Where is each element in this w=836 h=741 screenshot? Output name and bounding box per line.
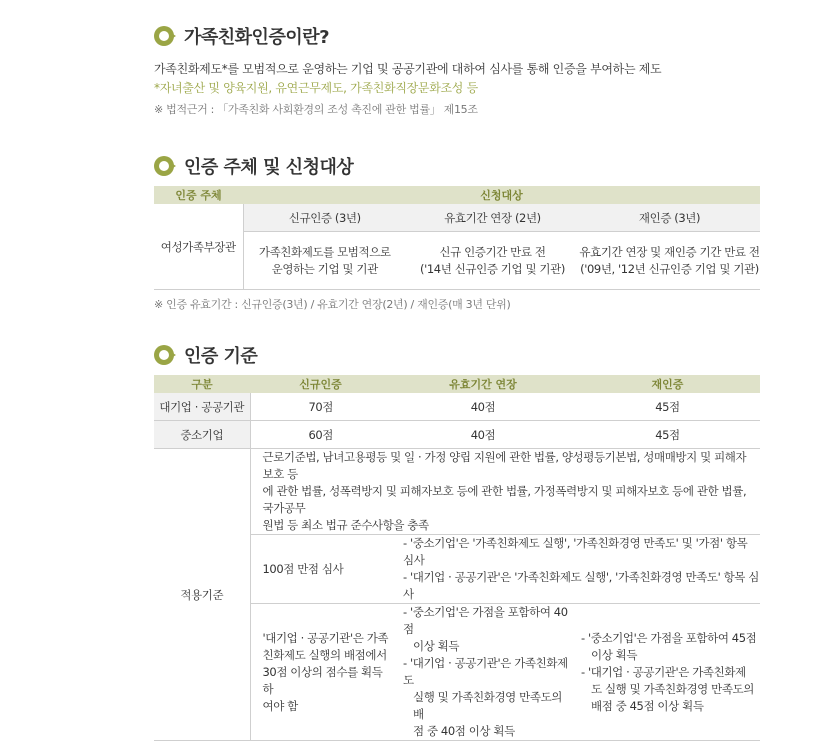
section-title: 인증 주체 및 신청대상 (184, 157, 354, 178)
recert-line: 이상 획득 (591, 647, 638, 662)
score-cell: 70점 (250, 393, 391, 421)
subheader-extend: 유효기간 연장 (2년) (406, 204, 579, 232)
header-subject: 인증 주체 (154, 186, 243, 204)
target-extend-line: 신규 인증기간 만료 전 (439, 244, 546, 259)
row-label: 중소기업 (154, 421, 250, 449)
full-score-item: - '대기업 · 공공기관'은 '가족친화제도 실행', '가족친화경영 만족도' 항목 심사 (403, 570, 759, 601)
law-line: 원법 등 최소 법규 준수사항을 충족 (262, 518, 429, 532)
renew-line: 이상 획득 (413, 639, 460, 653)
subject-cell: 여성가족부장관 (154, 204, 243, 290)
recert-line: 배점 중 45점 이상 획득 (591, 698, 704, 713)
rule-line: '대기업 · 공공기관'은 가족 (262, 630, 389, 645)
intro-description: 가족친화제도*를 모범적으로 운영하는 기업 및 공공기관에 대하여 심사를 통해 인증을 부여하는 제도 (154, 62, 662, 76)
full-score-items (391, 535, 760, 604)
table-row (154, 393, 760, 421)
score-cell: 60점 (250, 421, 391, 449)
section-criteria (154, 341, 760, 741)
recert-criteria (575, 604, 760, 741)
subheader-recert: 재인증 (3년) (579, 204, 760, 232)
score-cell: 40점 (391, 421, 575, 449)
score-cell: 45점 (575, 421, 760, 449)
score-cell: 45점 (575, 393, 760, 421)
full-score-label: 100점 만점 심사 (250, 535, 391, 604)
circle-arrow-icon (154, 155, 176, 177)
target-new (243, 232, 406, 290)
target-recert-line: ('09년, '12년 신규인증 기업 및 기관) (580, 261, 759, 276)
law-requirements (250, 449, 760, 535)
rule-line: 여야 함 (262, 698, 298, 713)
recert-line: - '대기업 · 공공기관'은 가족친화제 (581, 664, 746, 679)
law-line: 근로기준법, 남녀고용평등 및 일 · 가정 양립 지원에 관한 법률, 양성평등기본법, 성매매방지 및 피해자보호 등 (262, 450, 747, 481)
criteria-header: 구분 (154, 375, 250, 393)
subheader-new: 신규인증 (3년) (243, 204, 406, 232)
section-title: 인증 기준 (184, 346, 258, 367)
renew-line: 실행 및 가족친화경영 만족도의 배 (413, 690, 562, 721)
circle-arrow-icon (154, 25, 176, 47)
target-recert (579, 232, 760, 290)
criteria-header: 유효기간 연장 (391, 375, 575, 393)
criteria-table (154, 375, 760, 741)
section-title: 가족친화인증이란? (184, 27, 330, 48)
full-score-item: - '중소기업'은 '가족친화제도 실행', '가족친화경영 만족도' 및 '가점' 항목 심사 (403, 536, 748, 567)
law-line: 에 관한 법률, 성폭력방지 및 피해자보호 등에 관한 법률, 가정폭력방지 및 피해자보호 등에 관한 법률, 국가공무 (262, 484, 747, 515)
row-label: 대기업 · 공공기관 (154, 393, 250, 421)
target-new-line: 가족친화제도를 모범적으로 (258, 244, 391, 259)
target-new-line: 운영하는 기업 및 기관 (271, 261, 378, 276)
circle-arrow-icon (154, 344, 176, 366)
validity-note: ※ 인증 유효기간 : 신규인증(3년) / 유효기간 연장(2년) / 재인증(매 3년 단위) (154, 298, 511, 311)
target-recert-line: 유효기간 연장 및 재인증 기간 만료 전 (579, 244, 760, 259)
section-subject-target (154, 152, 760, 323)
apply-label: 적용기준 (154, 449, 250, 741)
section-title-row (154, 152, 760, 180)
criteria-header: 신규인증 (250, 375, 391, 393)
legal-basis: ※ 법적근거 : 「가족친화 사회환경의 조성 촉진에 관한 법률」 제15조 (154, 103, 478, 116)
section-title-row (154, 22, 760, 50)
table-row (154, 421, 760, 449)
section-certification-intro (154, 22, 760, 128)
renew-line: - '대기업 · 공공기관'은 가족친화제도 (403, 656, 568, 687)
criteria-header: 재인증 (575, 375, 760, 393)
header-target: 신청대상 (243, 186, 760, 204)
renew-criteria (391, 604, 575, 741)
section-title-row (154, 341, 760, 369)
rule-line: 30점 이상의 점수를 획득하 (262, 664, 383, 696)
recert-line: 도 실행 및 가족친화경영 만족도의 (591, 681, 754, 696)
renew-line: - '중소기업'은 가점을 포함하여 40점 (403, 605, 568, 636)
large-enterprise-rule (250, 604, 391, 741)
target-extend (406, 232, 579, 290)
score-cell: 40점 (391, 393, 575, 421)
intro-footnote: *자녀출산 및 양육지원, 유연근무제도, 가족친화직장문화조성 등 (154, 81, 478, 95)
rule-line: 친화제도 실행의 배점에서 (262, 647, 387, 662)
recert-line: - '중소기업'은 가점을 포함하여 45점 (581, 630, 757, 645)
subject-target-table (154, 186, 760, 290)
renew-line: 점 중 40점 이상 획득 (413, 724, 515, 738)
target-extend-line: ('14년 신규인증 기업 및 기관) (420, 261, 565, 276)
